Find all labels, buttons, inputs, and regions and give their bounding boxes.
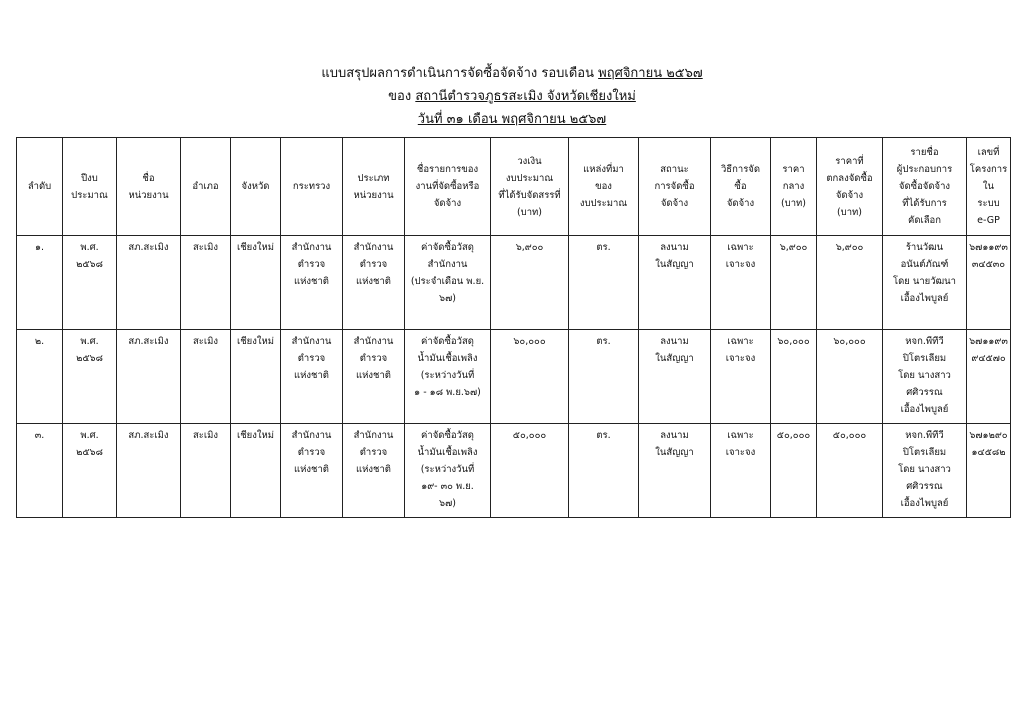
title-date: วันที่ ๓๑ เดือน พฤศจิกายน ๒๕๖๗ [417,112,607,127]
title-month: พฤศจิกายน ๒๕๖๗ [598,66,703,81]
cell-vendor: หจก.พีทีวี ปิโตรเลียม โดย นางสาว ศศิวรรณ เอื้องไพบูลย์ [883,424,967,518]
cell-ministry: สำนักงาน ตำรวจ แห่งชาติ [281,330,343,424]
cell-item-name: ค่าจัดซื้อวัสดุ น้ำมันเชื้อเพลิง (ระหว่างวันที่ ๑ - ๑๘ พ.ย.๖๗) [405,330,491,424]
header-method: วิธีการจัด ซื้อ จัดจ้าง [711,138,771,236]
cell-budget: ๖,๙๐๐ [491,236,569,330]
cell-budget: ๖๐,๐๐๐ [491,330,569,424]
table-row [17,330,1011,424]
cell-median-price: ๕๐,๐๐๐ [771,424,817,518]
cell-province: เชียงใหม่ [231,330,281,424]
header-ministry: กระทรวง [281,138,343,236]
cell-ministry: สำนักงาน ตำรวจ แห่งชาติ [281,424,343,518]
cell-no: ๓. [17,424,63,518]
cell-agreed-price: ๖๐,๐๐๐ [817,330,883,424]
cell-vendor: ร้านวัฒน อนันต์ภัณฑ์ โดย นายวัฒนา เอื้องไพบูลย์ [883,236,967,330]
cell-budget: ๕๐,๐๐๐ [491,424,569,518]
cell-fiscal-year: พ.ศ. ๒๕๖๘ [63,424,117,518]
cell-district: สะเมิง [181,330,231,424]
header-agreed-price: ราคาที่ ตกลงจัดซื้อ จัดจ้าง (บาท) [817,138,883,236]
header-budget-source: แหล่งที่มา ของ งบประมาณ [569,138,639,236]
title-line-3 [0,108,1024,131]
procurement-summary-table [16,137,1011,518]
cell-status: ลงนาม ในสัญญา [639,330,711,424]
cell-agreed-price: ๖,๙๐๐ [817,236,883,330]
header-vendor: รายชื่อ ผู้ประกอบการ จัดซื้อจัดจ้าง ที่ได้รับการ คัดเลือก [883,138,967,236]
cell-province: เชียงใหม่ [231,236,281,330]
table-header-row [17,138,1011,236]
cell-budget-source: ตร. [569,330,639,424]
cell-median-price: ๖๐,๐๐๐ [771,330,817,424]
cell-district: สะเมิง [181,424,231,518]
cell-district: สะเมิง [181,236,231,330]
header-unit-type: ประเภท หน่วยงาน [343,138,405,236]
title-line-1 [0,62,1024,85]
cell-egp-number: ๖๗๑๑๙๓ ๙๔๕๗๐ [967,330,1011,424]
title-agency-prefix: ของ [388,89,416,104]
table-row [17,236,1011,330]
header-status: สถานะ การจัดซื้อ จัดจ้าง [639,138,711,236]
cell-median-price: ๖,๙๐๐ [771,236,817,330]
header-province: จังหวัด [231,138,281,236]
cell-no: ๒. [17,330,63,424]
header-district: อำเภอ [181,138,231,236]
cell-unit-type: สำนักงาน ตำรวจ แห่งชาติ [343,236,405,330]
header-item-name: ชื่อรายการของ งานที่จัดซื้อหรือ จัดจ้าง [405,138,491,236]
header-budget: วงเงิน งบประมาณ ที่ได้รับจัดสรรที่ (บาท) [491,138,569,236]
document-title-block [0,62,1024,131]
cell-unit-name: สภ.สะเมิง [117,330,181,424]
cell-vendor: หจก.พีทีวี ปิโตรเลียม โดย นางสาว ศศิวรรณ เอื้องไพบูลย์ [883,330,967,424]
cell-egp-number: ๖๗๑๒๙๐ ๑๔๕๘๒ [967,424,1011,518]
title-agency: สถานีตำรวจภูธรสะเมิง จังหวัดเชียงใหม่ [415,89,636,104]
cell-ministry: สำนักงาน ตำรวจ แห่งชาติ [281,236,343,330]
title-line-2 [0,85,1024,108]
header-fiscal-year: ปีงบ ประมาณ [63,138,117,236]
cell-status: ลงนาม ในสัญญา [639,424,711,518]
cell-agreed-price: ๕๐,๐๐๐ [817,424,883,518]
cell-fiscal-year: พ.ศ. ๒๕๖๘ [63,236,117,330]
cell-item-name: ค่าจัดซื้อวัสดุ น้ำมันเชื้อเพลิง (ระหว่างวันที่ ๑๙- ๓๐ พ.ย. ๖๗) [405,424,491,518]
cell-item-name: ค่าจัดซื้อวัสดุ สำนักงาน (ประจำเดือน พ.ย. ๖๗) [405,236,491,330]
cell-method: เฉพาะ เจาะจง [711,424,771,518]
cell-method: เฉพาะ เจาะจง [711,236,771,330]
header-unit-name: ชื่อ หน่วยงาน [117,138,181,236]
cell-method: เฉพาะ เจาะจง [711,330,771,424]
header-median-price: ราคา กลาง (บาท) [771,138,817,236]
cell-status: ลงนาม ในสัญญา [639,236,711,330]
table-row [17,424,1011,518]
cell-unit-name: สภ.สะเมิง [117,236,181,330]
cell-unit-type: สำนักงาน ตำรวจ แห่งชาติ [343,330,405,424]
cell-province: เชียงใหม่ [231,424,281,518]
cell-budget-source: ตร. [569,424,639,518]
header-no: ลำดับ [17,138,63,236]
header-egp-number: เลขที่ โครงการใน ระบบ e-GP [967,138,1011,236]
cell-fiscal-year: พ.ศ. ๒๕๖๘ [63,330,117,424]
cell-unit-type: สำนักงาน ตำรวจ แห่งชาติ [343,424,405,518]
cell-unit-name: สภ.สะเมิง [117,424,181,518]
cell-no: ๑. [17,236,63,330]
cell-budget-source: ตร. [569,236,639,330]
title-text: แบบสรุปผลการดำเนินการจัดซื้อจัดจ้าง รอบเดือน [321,66,599,81]
cell-egp-number: ๖๗๑๑๙๓ ๓๔๕๓๐ [967,236,1011,330]
